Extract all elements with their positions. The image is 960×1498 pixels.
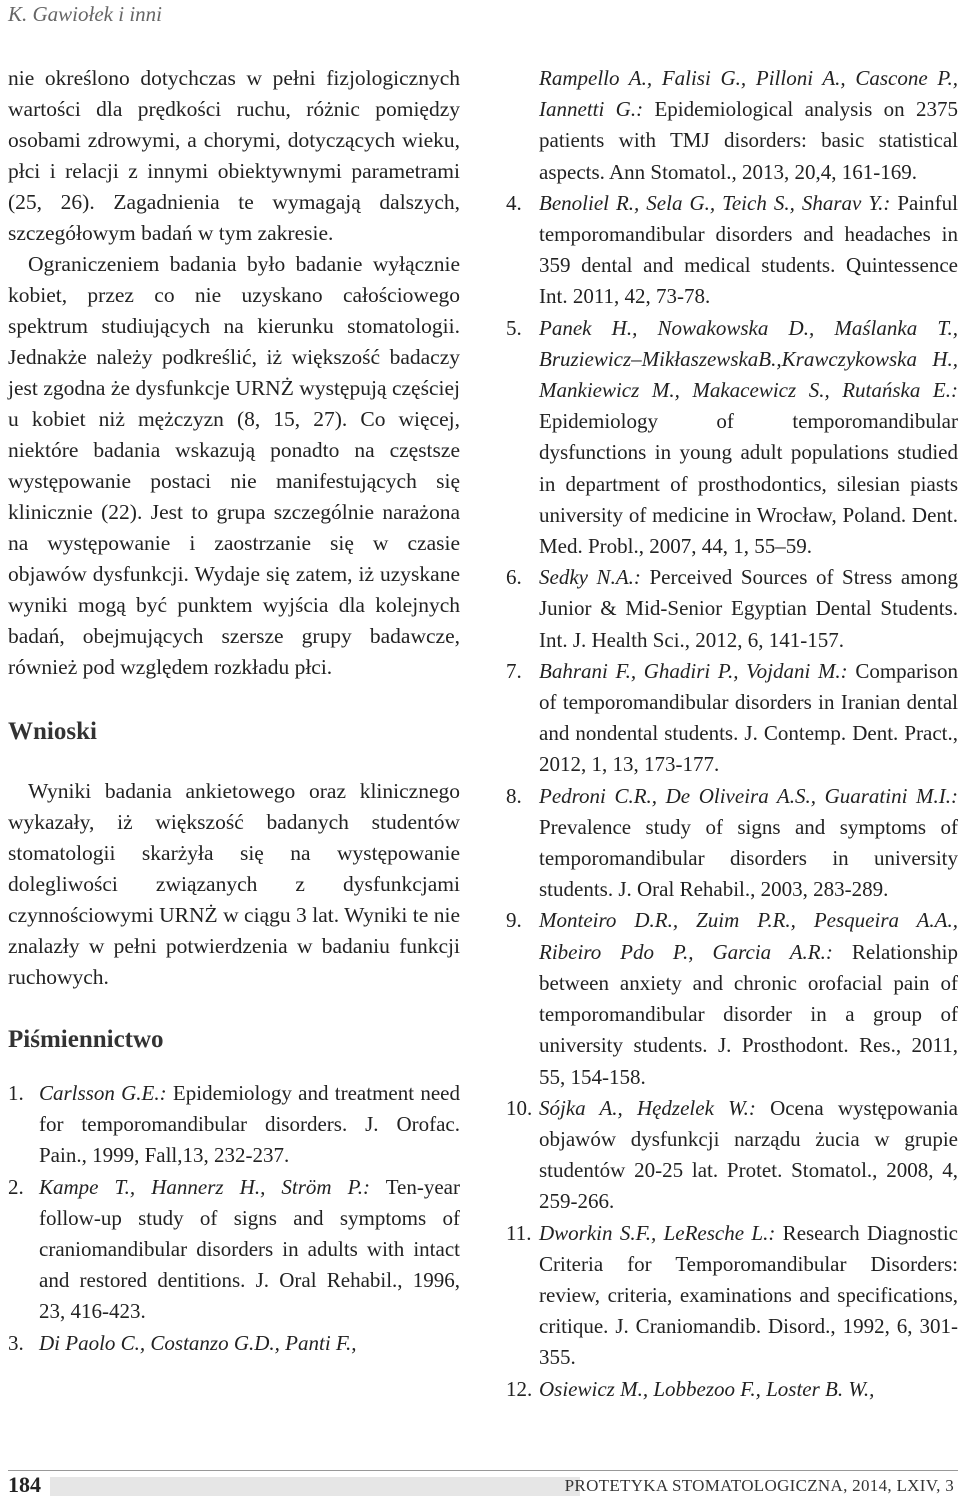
section-heading-conclusions: Wnioski <box>8 718 97 745</box>
left-column <box>8 63 460 1359</box>
reference-authors: Bahrani F., Ghadiri P., Vojdani M.: <box>539 658 848 683</box>
reference-number: 1. <box>8 1081 24 1105</box>
reference-number: 2. <box>8 1174 24 1199</box>
reference-text: Ocena występowania objawów dysfunkcji narządu żucia w grupie studentów 20-25 lat. Protet. Stomatol., 2008, 4, 259-266. <box>539 1095 958 1214</box>
running-header: K. Gawiołek i inni <box>8 2 162 26</box>
reference-number: 9. <box>506 908 522 933</box>
reference-list <box>8 1078 460 1359</box>
reference-item <box>506 656 958 781</box>
reference-number: 11. <box>506 1220 532 1245</box>
reference-authors: Sedky N.A.: <box>539 565 641 590</box>
reference-authors: Benoliel R., Sela G., Teich S., Sharav Y.: <box>539 190 891 215</box>
reference-authors: Monteiro D.R., Zuim P.R., Pesqueira A.A., Ribeiro Pdo P., Garcia A.R.: <box>539 908 958 964</box>
reference-item <box>506 905 958 1092</box>
reference-item <box>8 1078 460 1172</box>
reference-number: 7. <box>506 658 522 683</box>
reference-authors: Osiewicz M., Lobbezoo F., Loster B. W., <box>539 1376 875 1401</box>
reference-number: 10. <box>506 1095 533 1120</box>
reference-number: 4. <box>506 190 522 215</box>
footer-rule <box>8 1470 958 1471</box>
reference-item <box>506 1218 958 1374</box>
reference-item <box>506 63 958 188</box>
journal-name: PROTETYKA STOMATOLOGICZNA, 2014, LXIV, 3 <box>564 1476 954 1495</box>
reference-text: Perceived Sources of Stress among Junior & Mid-Senior Egyptian Dental Students. Int. J. Health Sci., 2012, 6, 141-157. <box>539 565 958 652</box>
reference-authors: Dworkin S.F., LeResche L.: <box>539 1220 776 1245</box>
reference-item <box>506 781 958 906</box>
reference-text: Epidemiological analysis on 2375 patients with TMJ disorders: basic statistical aspects. Ann Stomatol., 2013, 20,4, 161-169. <box>539 97 958 184</box>
reference-item <box>506 313 958 563</box>
reference-authors: Rampello A., Falisi G., Pilloni A., Cascone P., Iannetti G.: <box>539 66 958 122</box>
section-heading-references: Piśmiennictwo <box>8 1026 164 1053</box>
reference-number: 8. <box>506 783 522 808</box>
reference-list-continued <box>506 63 958 1405</box>
conclusions-paragraph: Wyniki badania ankietowego oraz klinicznego wykazały, iż większość badanych studentów stomatologii skarżyła się na występowanie dolegliwości związanych z dysfunkcjami czynnościowymi URNŻ w ciągu 3 lat. Wyniki te nie znalazły w pełni potwierdzenia w badaniu funkcji ruchowych. <box>8 779 460 989</box>
reference-item <box>8 1328 460 1359</box>
reference-number: 3. <box>8 1330 24 1355</box>
reference-text: Comparison of temporomandibular disorders in Iranian dental and nondental students. J. Contemp. Dent. Pract., 2012, 1, 13, 173-177. <box>539 658 958 777</box>
reference-number: 5. <box>506 315 522 340</box>
reference-item <box>506 188 958 313</box>
reference-text: Painful temporomandibular disorders and headaches in 359 dental and medical students. Quintessence Int. 2011, 42, 73-78. <box>539 190 958 309</box>
reference-item <box>506 1374 958 1405</box>
body-paragraph: nie określono dotychczas w pełni fizjologicznych wartości dla prędkości ruchu, różnic pomiędzy osobami zdrowymi, a chorymi, dotyczących wieku, płci i relacji z innymi obiektywnymi parametrami (25, 26). Zagadnienia te wymagają dalszych, szczegółowym badań w tym zakresie. <box>8 66 460 245</box>
reference-text: Epidemiology and treatment need for temporomandibular disorders. J. Orofac. Pain., 1999, Fall,13, 232-237. <box>39 1081 460 1168</box>
reference-item <box>8 1172 460 1328</box>
reference-text: Ten-year follow-up study of signs and symptoms of craniomandibular disorders in adults with intact and restored dentitions. J. Oral Rehabil., 1996, 23, 416-423. <box>39 1174 460 1324</box>
reference-text: Relationship between anxiety and chronic orofacial pain of temporomandibular disorder in a group of university students. J. Prosthodont. Res., 2011, 55, 154-158. <box>539 939 958 1089</box>
footer-bar <box>50 1477 580 1496</box>
reference-authors: Carlsson G.E.: <box>39 1081 167 1105</box>
right-column <box>506 63 958 1405</box>
reference-text: Epidemiology of temporomandibular dysfunctions in young adult populations studied in department of prosthodontics, silesian piasts university of medicine in Wrocław, Poland. Dent. Med. Probl., 2007, 44, 1, 55–59. <box>539 409 958 559</box>
reference-authors: Pedroni C.R., De Oliveira A.S., Guaratini M.I.: <box>539 783 958 808</box>
reference-number: 12. <box>506 1376 533 1401</box>
reference-text: Research Diagnostic Criteria for Temporomandibular Disorders: review, criteria, examinations and specifications, critique. J. Craniomandib. Disord., 1992, 6, 301-355. <box>539 1220 958 1370</box>
body-paragraph: Ograniczeniem badania było badanie wyłącznie kobiet, przez co nie uzyskano całościowego spektrum studiujących na kierunku stomatologii. Jednakże należy podkreślić, iż większość badaczy jest zgodna że dysfunkcje URNŻ występują częściej u kobiet niż mężczyzn (8, 15, 27). Co więcej, niektóre badania wskazują ponadto na częstsze występowanie postaci nie manifestujących się klinicznie (22). Jest to grupa szczególnie narażona na występowanie i zaostrzanie się w czasie objawów dysfunkcji. Wydaje się zatem, iż uzyskane wyniki mogą być punktem wyjścia dla kolejnych badań, obejmujących szersze grupy badawcze, również pod względem rozkładu płci. <box>8 252 460 679</box>
reference-item <box>506 1093 958 1218</box>
reference-authors: Panek H., Nowakowska D., Maślanka T., Bruziewicz–MikłaszewskaB.,Krawczykowska H., Mankiewicz M., Makacewicz S., Rutańska E.: <box>539 315 958 403</box>
reference-number: 6. <box>506 565 522 590</box>
reference-text: Prevalence study of signs and symptoms of temporomandibular disorders in university students. J. Oral Rehabil., 2003, 283-289. <box>539 814 958 902</box>
reference-authors: Di Paolo C., Costanzo G.D., Panti F., <box>39 1330 357 1355</box>
reference-item <box>506 562 958 656</box>
reference-authors: Sójka A., Hędzelek W.: <box>539 1095 756 1120</box>
page-number: 184 <box>8 1472 41 1497</box>
reference-authors: Kampe T., Hannerz H., Ström P.: <box>39 1174 370 1199</box>
